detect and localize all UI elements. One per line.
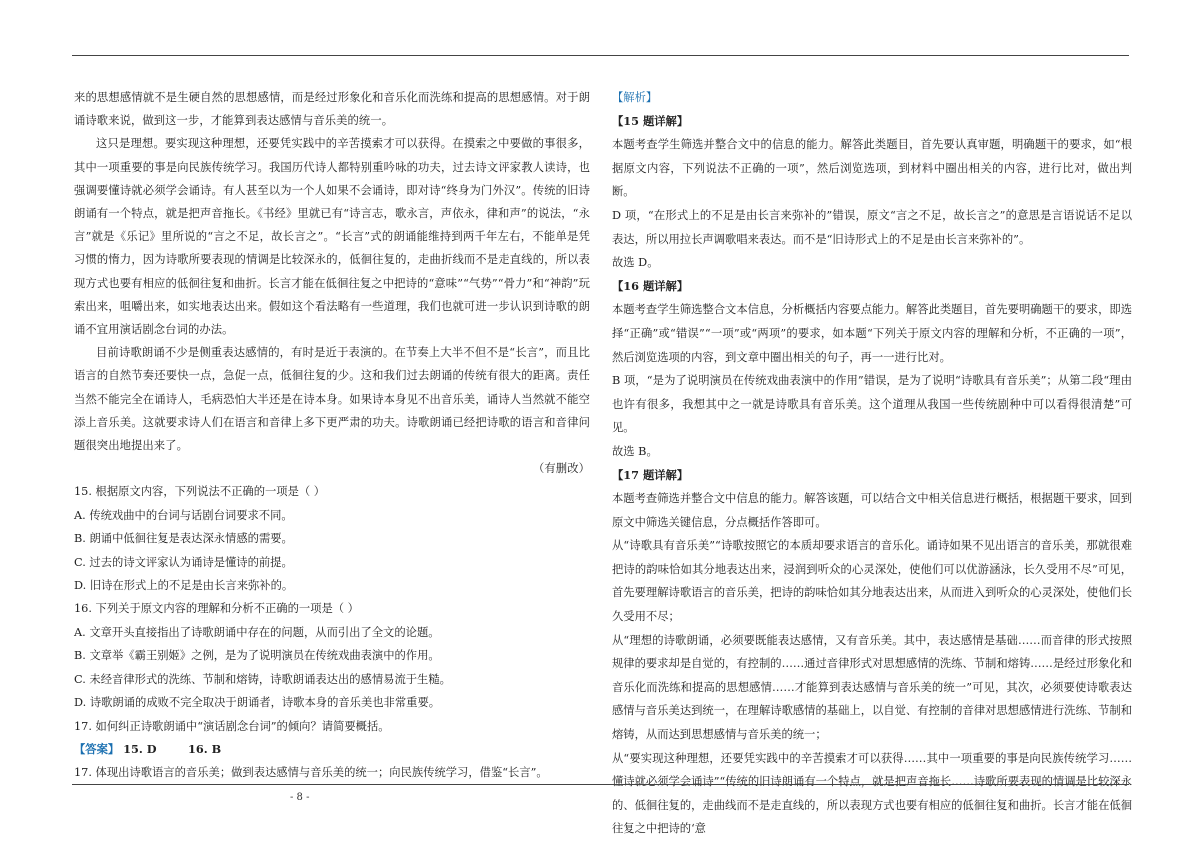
answer-line (74, 738, 590, 761)
passage-source: （有删改） (533, 462, 590, 476)
analysis-heading: 【16 题详解】 (612, 278, 689, 293)
question-16-option-c: C. 未经音律形式的洗练、节制和熔铸，诗歌朗诵表达出的感情易流于生糙。 (74, 672, 451, 686)
question-15-option-d: D. 旧诗在形式上的不足是由长言来弥补的。 (74, 579, 294, 593)
analysis-paragraph: 从“诗歌具有音乐美”“诗歌按照它的本质却要求语言的音乐化。诵诗如果不见出语言的音乐美，那就很难把诗的韵味恰如其分地表达出来，浸润到听众的心灵深处，使他们可以优游涵泳，长久受用不尽”可见，首先要理解诗歌语言的音乐美，把诗的韵味恰如其分地表达出来，从而进入到听众的心灵深处，使他们长久受用不尽； (612, 539, 1132, 624)
analysis-paragraph: 本题考查筛选并整合文中信息的能力。解答该题，可以结合文中相关信息进行概括，根据题干要求，回到原文中筛选关键信息，分点概括作答即可。 (612, 492, 1132, 529)
header-rule (72, 55, 1129, 56)
question-15-stem: 15. 根据原文内容，下列说法不正确的一项是（ ） (74, 485, 326, 499)
analysis-heading: 【15 题详解】 (612, 113, 689, 128)
analysis-tag-text: 【解析】 (612, 91, 658, 104)
passage-paragraph: 来的思想感情就不是生硬自然的思想感情，而是经过形象化和音乐化而洗练和提高的思想感情。对于朗诵诗歌来说，做到这一步，才能算到表达感情与音乐美的统一。 (74, 91, 590, 128)
analysis-heading: 【17 题详解】 (612, 467, 689, 482)
answer-tag: 【答案】 (74, 741, 120, 756)
question-15-option-b: B. 朗诵中低徊往复是表达深永情感的需要。 (74, 532, 293, 546)
right-column (612, 86, 1132, 841)
answer-17: 17. 体现出诗歌语言的音乐美；做到表达感情与音乐美的统一；向民族传统学习，借鉴“长言”。 (74, 766, 548, 780)
analysis-list (612, 110, 1132, 841)
analysis-paragraph: 本题考查学生筛选并整合文中的信息的能力。解答此类题目，首先要认真审题，明确题干的要求，如“根据原文内容，下列说法不正确的一项”，然后浏览选项，到材料中圈出相关的内容，进行比对，做出判断。 (612, 138, 1132, 199)
left-column (74, 86, 590, 785)
question-16-option-a: A. 文章开头直接指出了诗歌朗诵中存在的问题，从而引出了全文的论题。 (74, 625, 440, 639)
analysis-paragraph: B 项，“是为了说明演员在传统戏曲表演中的作用”错误，是为了说明“诗歌具有音乐美”；从第二段“理由也许有很多，我想其中之一就是诗歌具有音乐美。这个道理从我国一些传统剧种中可以看得很清楚”可见。 (612, 374, 1132, 435)
question-15-option-c: C. 过去的诗文评家认为诵诗是懂诗的前提。 (74, 555, 293, 569)
analysis-paragraph: 本题考查学生筛选整合文本信息，分析概括内容要点能力。解答此类题目，首先要明确题干的要求，即选择“正确”或“错误”“一项”或“两项”的要求，如本题“下列关于原文内容的理解和分析，不正确的一项”，然后浏览选项的内容，到文章中圈出相关的句子，再一一进行比对。 (612, 303, 1132, 364)
passage-paragraph: 这只是理想。要实现这种理想，还要凭实践中的辛苦摸索才可以获得。在摸索之中要做的事很多，其中一项重要的事是向民族传统学习。我国历代诗人都特别重吟咏的功夫，过去诗文评家教人读诗，也强调要懂诗就必须学会诵诗。有人甚至以为一个人如果不会诵诗，即对诗“终身为门外汉”。传统的旧诗朗诵有一个特点，就是把声音拖长。《书经》里就已有“诗言志，歌永言，声依永，律和声”的说法，“永言”就是《乐记》里所说的“言之不足，故长言之”。“长言”式的朗诵能维持到两千年左右，不能单是凭习惯的惰力，因为诗歌所要表现的情调是比较深永的，低徊往复的，走曲折线而不是走直线的，所以表现方式也要有相应的低徊往复和曲折。长言才能在低徊往复之中把诗的“意味”“气势”“骨力”和“神韵”玩索出来，咀嚼出来，如实地表达出来。假如这个看法略有一些道理，我们也就可进一步认识到诗歌的朗诵不宜用演话剧念台词的办法。 (74, 137, 590, 337)
page-number: - 8 - (290, 792, 310, 803)
question-17-stem: 17. 如何纠正诗歌朗诵中“演话剧念台词”的倾向？请简要概括。 (74, 719, 390, 733)
question-15-option-a: A. 传统戏曲中的台词与话剧台词要求不同。 (74, 508, 293, 522)
analysis-paragraph: 故选 B。 (612, 444, 658, 458)
analysis-paragraph: 故选 D。 (612, 256, 659, 270)
analysis-tag (612, 86, 1132, 110)
answer-15: 15. D (123, 741, 157, 756)
footer-rule (72, 784, 1129, 785)
question-16-stem: 16. 下列关于原文内容的理解和分析不正确的一项是（ ） (74, 602, 359, 616)
passage-paragraph: 目前诗歌朗诵不少是侧重表达感情的，有时是近于表演的。在节奏上大半不但不是“长言”，而且比语言的自然节奏还要快一点，急促一点，低徊往复的少。这和我们过去朗诵的传统有很大的距离。责任当然不能完全在诵诗人，毛病恐怕大半还是在诗本身。如果诗本身见不出音乐美，诵诗人当然就不能空添上音乐美。这就要求诗人们在语言和音律上多下更严肃的功夫。诗歌朗诵已经把诗歌的语言和音律问题很突出地提出来了。 (74, 346, 590, 453)
analysis-paragraph: D 项，“在形式上的不足是由长言来弥补的”错误，原文“言之不足，故长言之”的意思是言语说话不足以表达，所以用拉长声调歌唱来表达。而不是“旧诗形式上的不足是由长言来弥补的”。 (612, 208, 1132, 246)
question-16-option-b: B. 文章举《霸王别姬》之例，是为了说明演员在传统戏曲表演中的作用。 (74, 649, 440, 663)
analysis-paragraph: 从“要实现这种理想，还要凭实践中的辛苦摸索才可以获得……其中一项重要的事是向民族传统学习……懂诗就必须学会诵诗”“传统的旧诗朗诵有一个特点，就是把声音拖长……诗歌所要表现的情调是比较深永的、低徊往复的，走曲线而不是走直线的，所以表现方式也要有相应的低徊往复和曲折。长言才能在低徊往复之中把诗的‘意 (612, 751, 1132, 836)
question-16-option-d: D. 诗歌朗诵的成败不完全取决于朗诵者，诗歌本身的音乐美也非常重要。 (74, 696, 441, 710)
answer-16: 16. B (188, 741, 222, 756)
analysis-paragraph: 从“理想的诗歌朗诵，必须要既能表达感情，又有音乐美。其中，表达感情是基础……而音律的形式按照规律的要求却是自觉的，有控制的……通过音律形式对思想感情的洗练、节制和熔铸……是经过形象化和音乐化而洗练和提高的思想感情……才能算到表达感情与音乐美的统一”可见，其次，必须要使诗歌表达感情与音乐美达到统一，在理解诗歌感情的基础上，以自觉、有控制的音律对思想感情进行洗练、节制和熔铸，从而达到思想感情与音乐美的统一； (612, 633, 1132, 742)
